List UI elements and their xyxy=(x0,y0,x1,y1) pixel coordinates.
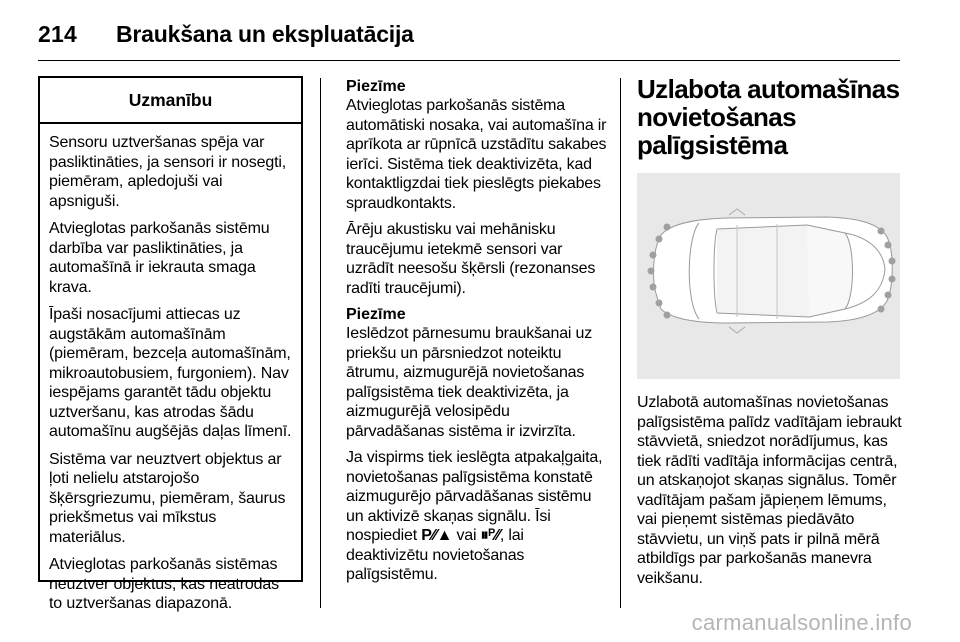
warning-box xyxy=(38,76,303,612)
header-rule xyxy=(38,60,900,61)
text-span: vai xyxy=(452,527,481,544)
note-label: Piezīme xyxy=(346,306,406,323)
note-text: Atvieglotas parkošanās sistēma automātiski nosaka, vai automašīna ir aprīkota ar rūpnīcā uzstādītu sakabes ierīci. Sistēma tiek deaktivizēta, kad kontaktligzdai tiek pieslēgts piekabes spraudkontakts. xyxy=(346,97,607,212)
page-number: 214 xyxy=(38,20,77,47)
warning-paragraph: Atvieglotas parkošanās sistēmas neuztver objektus, kas neatrodas to uztveršanas diapazonā. xyxy=(49,556,280,612)
warning-paragraph: Sistēma var neuztvert objektus ar ļoti nelielu atstarojošo šķērsgriezumu, piemēram, šaurus priekšmetus vai mīkstus materiālus. xyxy=(49,450,286,546)
chapter-title: Braukšana un ekspluatācija xyxy=(116,20,414,47)
text-span: Ja vispirms tiek ieslēgta atpakaļgaita, novietošanas palīgsistēma konstatē aizmugurējo pārvadāšanas sistēmu un aktivizē skaņas signālu. Īsi nospiediet xyxy=(346,449,603,544)
text-span: , lai deaktivizētu novietošanas palīgsistēmu. xyxy=(346,527,525,583)
car-top-view-sensors-icon xyxy=(637,173,900,379)
right-column xyxy=(637,75,902,588)
warning-title: Uzmanību xyxy=(40,78,301,124)
page-header xyxy=(38,14,414,54)
parking-assist-icon: P⁄⁄▲ xyxy=(421,527,453,544)
parking-assist-off-icon: ⏸ᴾ⁄⁄ xyxy=(480,527,500,544)
warning-body xyxy=(40,124,301,614)
note-text: Ieslēdzot pārnesumu braukšanai uz priekšu un pārsniedzot noteiktu ātrumu, aizmugurējā novietošanas palīgsistēma tiek deaktivizēta, ja aizmugurējā velosipēdu pārvadāšanas sistēma ir izvirzīta. xyxy=(346,325,592,440)
section-title: Uzlabota automašīnas novietošanas palīgsistēma xyxy=(637,74,900,160)
warning-paragraph: Atvieglotas parkošanās sistēmu darbība var pasliktināties, ja automašīnā ir iekrauta smaga krava. xyxy=(49,220,270,296)
note-label: Piezīme xyxy=(346,78,406,95)
body-paragraph: Uzlabotā automašīnas novietošanas palīgsistēma palīdz vadītājam iebraukt stāvvietā, sniedzot norādījumus, kas tiek rādīti vadītāja informācijas centrā, un atskaņojot skaņas signālus. Tomēr vadītājam pašam jāpieņem lēmums, vai pieņemt sistēmas piedāvāto stāvvietu, un viņš pats ir pilnā mērā atbildīgs par parkošanās manevra veikšanu. xyxy=(637,394,902,587)
warning-paragraph: Sensoru uztveršanas spēja var pasliktināties, ja sensori ir nosegti, piemēram, apledojuši vai apsniguši. xyxy=(49,134,287,210)
column-divider-left xyxy=(320,78,321,608)
middle-column xyxy=(346,77,608,592)
body-paragraph: Ārēju akustisku vai mehānisku traucējumu ietekmē sensori var uzrādīt neesošu šķērsli (rezonanses radīti traucējumi). xyxy=(346,221,596,297)
body-paragraph xyxy=(346,448,608,585)
warning-paragraph: Īpaši nosacījumi attiecas uz augstākām automašīnām (piemēram, bezceļa automašīnām, mikroautobusiem, furgoniem). Nav iespējams garantēt tādu objektu uztveršanu, kas atrodas šādu automašīnu augšējās daļas līmenī. xyxy=(49,306,292,440)
watermark: carmanualsonline.info xyxy=(691,610,912,635)
column-divider-right xyxy=(620,78,621,608)
